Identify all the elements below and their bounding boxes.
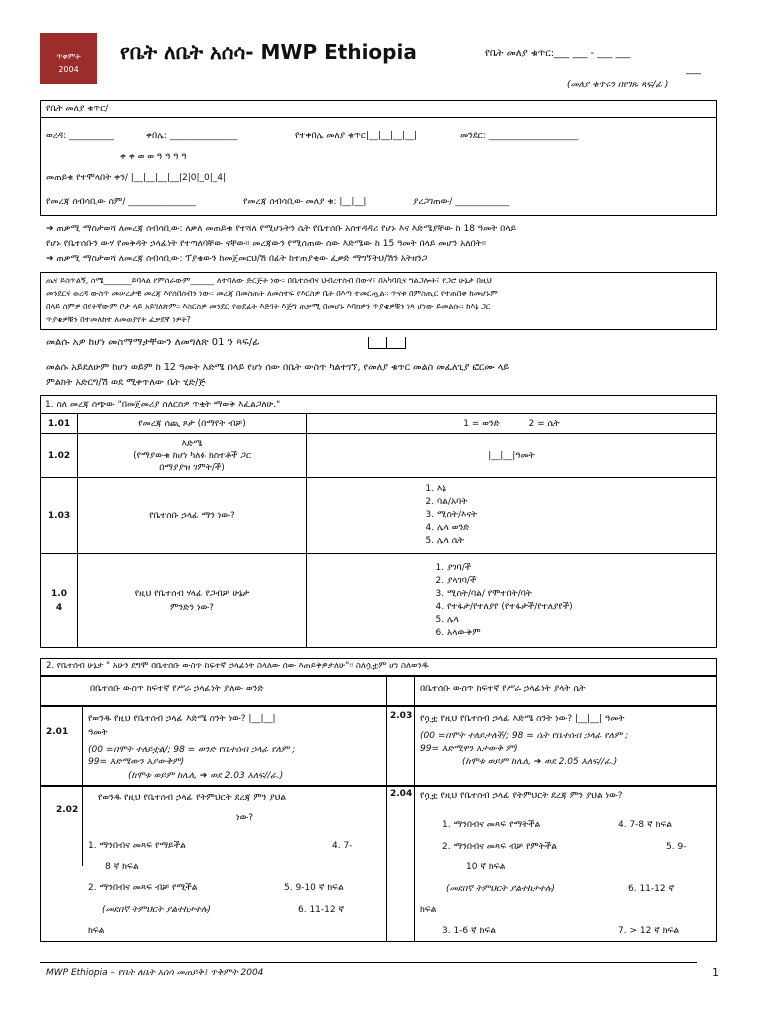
q104-option[interactable]: 5. ሌላ	[447, 614, 712, 627]
q202-option-4-cont: 8 ኛ ክፍል	[105, 862, 139, 872]
consent-line-4: ጥያቄዎቹን በተመለከተ ለመወያየት ፈቃደኛ ነዎት?	[46, 315, 191, 324]
q202-option-2-note: (መደበኛ ትምህርት ያልተከታተሉ)	[102, 905, 211, 915]
consent-no-instruction-2: ምልክት አድርግ/ሽ ወደ ሚቀጥለው ቤት ሂድ/ጅ	[46, 377, 206, 388]
q202-option-5[interactable]: 5. 9-10 ኛ ክፍል	[284, 883, 344, 893]
q204-option-7[interactable]: 7. > 12 ኛ ክፍል	[618, 926, 680, 936]
q103-number: 1.03	[41, 478, 78, 554]
q202-option-6[interactable]: 6. 11-12 ኛ	[298, 905, 345, 915]
consent-code-box[interactable]	[368, 337, 406, 349]
instruction-line-2: የሆኑ የቤተሰቡን ውሃ የመቅዳት ኃላፊነት የተጣለባቸው ናቸው። መረጃውን የሚሰጠው ሰው እድሜው ከ 15 ዓመት በላይ መሆን አለበት።	[46, 239, 487, 249]
q104-options[interactable]	[307, 554, 717, 648]
q201-line-5: (ከሞቱ ወይም ከሌለ, ➔ ወደ 2.03 እለፍ//ፊ.)	[128, 771, 284, 781]
col-female-heading: በቤተሰቡ ውስጥ ከፍተኛ የሥራ ኃላፊነት ያላት ሴት	[420, 684, 586, 694]
consent-line-3: በላይ ስምዎ በየትኛውም ቦታ ላይ አይገለጽም። እስርስዎ መንደር የወደፊት እድገት እጅግ ጠቃሚ በመሆኑ እባክዎን ጥያቄዎቹን ነጻ ሆነው ይመልሱ። ከእኔ ጋር	[46, 302, 491, 311]
consent-line-1: ጤና ይስጥልኝ, ስሜ_______ይባላል የምሰራውም______ ለተባለው ድርጅት ነው። በቤተሰብና ህብረተሰብ በውሃ፣ በአካባቢና ግልጋሎት፣ የጋሮ ሁኔታ በዚህ	[46, 276, 492, 285]
date-letters: ቀ ቀ ወ ወ ዓ ዓ ዓ ዓ	[120, 152, 187, 162]
q204-option-6-cont: ክፍል	[420, 905, 437, 915]
q202-number: 2.02	[56, 805, 79, 815]
q204-option-5-cont: 10 ኛ ክፍል	[466, 862, 506, 872]
sample-id-field[interactable]: የተቀበሌ መለያ ቁጥር|__|__|__|__|	[295, 131, 418, 141]
q103-option[interactable]: 1. እኔ	[437, 483, 712, 496]
collector-name-field[interactable]: የመረጃ ሰብሳቢው ስም/ _______________	[46, 197, 196, 207]
q204-cell	[386, 786, 717, 942]
q103-text: የቤተሰቡ ኃላፊ ማን ነው?	[78, 478, 307, 554]
q204-option-5[interactable]: 5. 9-	[666, 842, 687, 852]
q202-line-1: የወንዱ የዚህ የቤተሰብ ኃላፊ የትምህርት ደረጃ ምን ያህል	[98, 793, 287, 803]
q204-number: 2.04	[390, 789, 413, 799]
instruction-line-3: ➔ ጠቃሚ ማስታወሻ ለመረጃ ሰብሳቢው: ፕያቄውን ከመጀመርህ/ሽ በፊት ከተጠያቂው ፈቃድ ማግኘትህ/ሽን አትዘንጋ	[46, 254, 428, 264]
footer-text: MWP Ethiopia – የቤት ለቤት አሰሳ መጠይቅ፤ ጥቅምት 2004	[46, 968, 264, 978]
q103-option[interactable]: 4. ሌላ ወንድ	[437, 522, 712, 535]
q202-option-1[interactable]: 1. ማንበብና መጻፍ የማይችል	[88, 841, 186, 851]
section2-header: 2. የቤተሰብ ሁኔታ " አሁን ደግሞ በቤተሰቡ ውስጥ ከፍተኛ ኃላፊነት ስላለው ሰው እጠይቅዎታለሁ"፡፡ ስለሷቷም ሆነ ስለወንዱ	[46, 661, 429, 671]
q204-line-1: የሷቷ የዚህ የቤተሰብ ኃላፊ የትምህርት ደረጃ ምን ያህል ነው?	[420, 791, 623, 801]
consent-no-instruction-1: መልሱ አይደለሁም ከሆነ ወይም ከ 12 ዓመት እድሜ በላይ የሆነ ሰው በቤት ውስጥ ካልተገኘ, የመለያ ቁጥር መልስ መፈለጊያ ፎርሙ ላይ	[46, 362, 510, 373]
verified-by-field[interactable]: ያረጋገጠው/ ____________	[413, 197, 510, 207]
q202-option-6-cont: ክፍል	[88, 926, 105, 936]
q203-line-3: 99= እድሚዋን አታውቅ ም)	[420, 744, 518, 754]
footer-divider	[40, 962, 697, 963]
household-id-cont: ___	[686, 64, 701, 75]
q204-option-3[interactable]: 3. 1-6 ኛ ክፍል	[442, 926, 497, 936]
q203-number: 2.03	[390, 711, 413, 721]
q204-option-1[interactable]: 1. ማንበብና መጻፍ የማትችል	[442, 820, 541, 830]
col-male-heading: በቤተሰቡ ውስጥ ከፍተኛ የሥራ ኃላፊነት ያለው ወንድ	[90, 684, 264, 694]
q103-options[interactable]	[307, 478, 717, 554]
instruction-line-1: ➔ ጠቃሚ ማስታወሻ ለመረጃ ሰብሳቢው: ለቃለ መጠይቁ የተሻለ የሚሆኑትን ሴት የቤተሰቡ አስተዳዳሪ የሆኑ እና እድሜያቸው ከ 18 ዓመት በላይ	[46, 224, 517, 234]
q203-line-1[interactable]: የሷቷ የዚህ የቤተሰብ ኃላፊ እድሜ ስንት ነው? |__|__| ዓመት	[420, 714, 625, 724]
kebele-field[interactable]: ቀበሌ: _______________	[146, 131, 238, 141]
q201-line-4: 99= እድሜውን አያውቅም)	[88, 757, 185, 767]
q101-female: 2 = ሴት	[528, 418, 560, 429]
q104-option[interactable]: 6. አላውቅም	[447, 627, 712, 640]
q203-line-2: (00 =በሞት ተለይታለች/; 98 = ሴት የቤተሰብ ኃላፊ የለም ;	[420, 731, 629, 741]
badge-year: 2004	[58, 65, 79, 74]
q201-line-1[interactable]: የወንዱ የዚህ የቤተሰብ ኃላፊ እድሜ ስንት ነው? |__|__|	[88, 714, 276, 724]
q202-cell	[40, 786, 387, 942]
q103-option[interactable]: 5. ሌላ ሴት	[437, 535, 712, 548]
interview-date-field[interactable]: መጠይቁ የተሞላበት ቀን/ |__|__|__|__|2|0|_0|_4|	[46, 173, 226, 183]
q202-option-4[interactable]: 4. 7-	[332, 841, 353, 851]
q101-male: 1 = ወንድ	[463, 418, 500, 429]
id-box-heading: የቤት መለያ ቁጥር/	[46, 104, 109, 114]
q104-option[interactable]: 1. ያገባ/ች	[447, 562, 712, 575]
q104-option[interactable]: 2. ያላገባ/ች	[447, 575, 712, 588]
q104-option[interactable]: 4. የተፋታ/የተለያየ (የተፋታች/የተለያየች)	[447, 601, 712, 614]
q103-option[interactable]: 3. ሚስት/እናት	[437, 509, 712, 522]
q104-text: የዚህ የቤተሰብ ሃላፊ የጋብቻ ሁኔታ ምንድን ነው?	[78, 554, 307, 648]
section1-table	[40, 395, 717, 648]
consent-yes-instruction: መልሱ አዎ ከሆነ መስማማታቸውን ለመግለጽ 01 ን ጻፍ/ፊ	[46, 337, 260, 348]
q104-number: 1.0 4	[41, 554, 78, 648]
q204-option-6[interactable]: 6. 11-12 ኛ	[628, 884, 675, 894]
q201-number: 2.01	[46, 727, 69, 737]
q101-text: የመረጃ ሰጪ ጾታ (በማየት ብቻ)	[78, 414, 307, 434]
q203-line-4: (ከሞቱ ወይም ከሌለ, ➔ ወደ 2.05 እለፍ//ፊ.)	[462, 757, 618, 767]
q201-line-2: ዓመት	[88, 728, 108, 738]
badge-month: ጥቅምት	[56, 52, 81, 61]
q102-number: 1.02	[41, 434, 78, 478]
q101-answer[interactable]	[307, 414, 717, 434]
household-id-note: (መለያ ቁጥሩን በየገጹ ጻፍ/ፊ )	[567, 80, 669, 90]
q102-text: እድሜ (የማያውቁ ከሆነ ካለፉ ክስተቶች ጋር በማያያዝ ገምት/ች)	[78, 434, 307, 478]
q201-line-3: (00 =በሞት ተለይቷል/; 98 = ወንድ የቤተሰብ ኃላፊ የለም ;	[88, 745, 296, 755]
q101-number: 1.01	[41, 414, 78, 434]
q202-line-2: ነው?	[236, 813, 253, 823]
consent-line-2: መንደርና ወረዳ ውስጥ መሠረታዊ መረጃ እየሰበሰብን ነው። መረጃ በመስጠት ለመስተፍ የእርስዎ ቤት በእጣ ተመርጧል። ጥናቱ በምስጢር የተጠበቀ ከመሆኑም	[46, 289, 498, 298]
page-number: 1	[712, 966, 719, 979]
region-field[interactable]: ወረዳ: __________	[46, 131, 114, 141]
q202-option-2[interactable]: 2. ማንበብና መጻፍ ብቻ የሚችል	[88, 883, 198, 893]
q103-option[interactable]: 2. ባል/አባት	[437, 496, 712, 509]
date-badge	[40, 33, 97, 84]
collector-id-field[interactable]: የመረጃ ሰብሳቢው መለያ ቁ: |__|__|	[243, 197, 367, 207]
q204-option-2-note: (መደበኛ ትምህርት ያልተከታተሉ)	[446, 884, 555, 894]
q104-option[interactable]: 3. ሚስት/ባል/ የሞተበት/ባት	[447, 588, 712, 601]
household-id-label: የቤት መለያ ቁጥር:___ ___ - ___ ___	[485, 48, 631, 59]
q204-option-2[interactable]: 2. ማንበብና መጻፍ ብቻ የምትችል	[442, 842, 557, 852]
q102-answer[interactable]: |__|__|ዓመት	[307, 434, 717, 478]
section1-header: 1. ስለ መረጃ ሰጭው "በመጀመሪያ ስለርስዎ ጥቂት ማወቅ እፈልጋለሁ."	[41, 396, 717, 414]
page-title: የቤት ለቤት አሰሳ- MWP Ethiopia	[120, 40, 417, 64]
q204-option-4[interactable]: 4. 7-8 ኛ ክፍል	[618, 820, 673, 830]
village-field[interactable]: መንደር: ____________________	[460, 131, 579, 141]
